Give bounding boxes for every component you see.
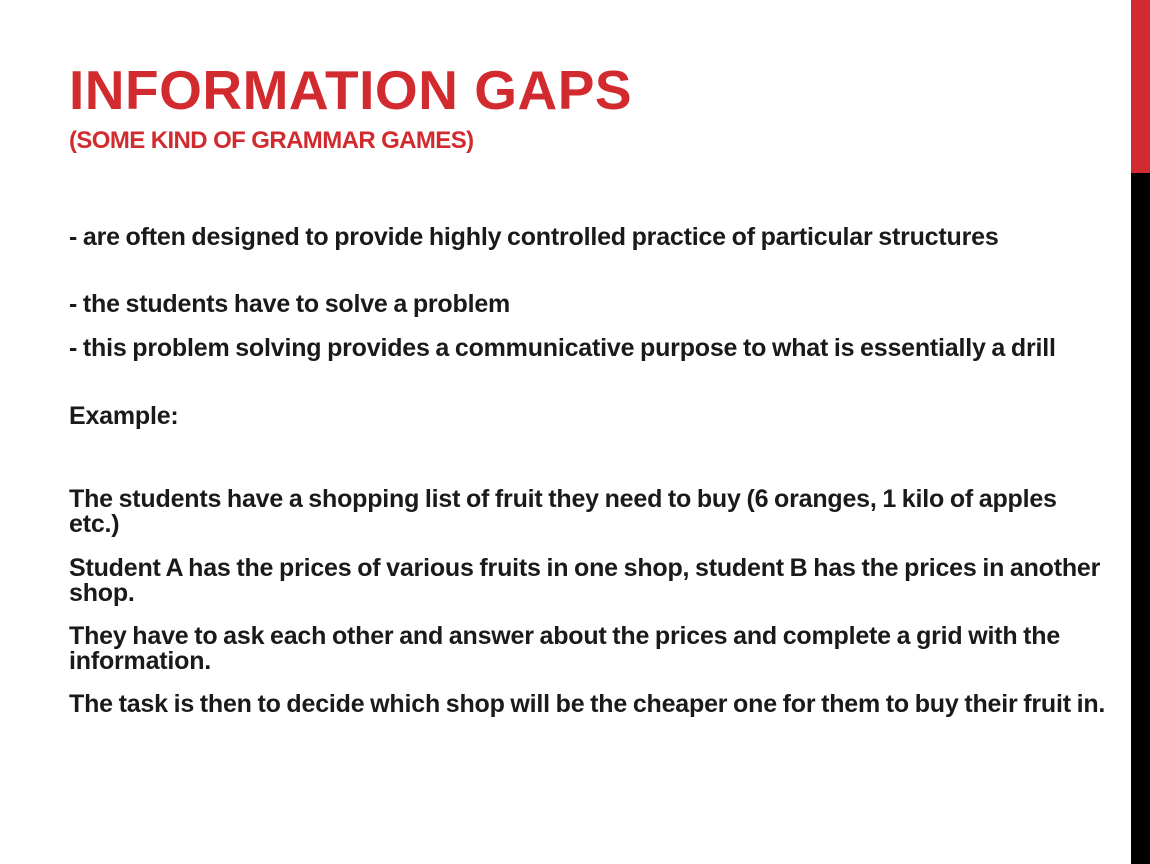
- body-paragraph-1: - are often designed to provide highly controlled practice of particular structures: [69, 223, 999, 251]
- example-label: Example:: [69, 402, 179, 430]
- side-bar-accent: [1131, 0, 1150, 173]
- body-paragraph-6: Student A has the prices of various fruits in one shop, student B has the prices in another shop.: [69, 554, 1101, 607]
- body-paragraph-3: - this problem solving provides a communicative purpose to what is essentially a drill: [69, 334, 1056, 362]
- slide-subtitle: (SOME KIND OF GRAMMAR GAMES): [69, 127, 474, 154]
- body-paragraph-2: - the students have to solve a problem: [69, 290, 511, 318]
- body-paragraph-8: The task is then to decide which shop will be the cheaper one for them to buy their fruit in.: [69, 690, 1106, 718]
- body-paragraph-7: They have to ask each other and answer about the prices and complete a grid with the information.: [69, 622, 1061, 675]
- slide-title: INFORMATION GAPS: [69, 59, 633, 121]
- side-bar: [1131, 0, 1150, 864]
- body-paragraph-5: The students have a shopping list of fruit they need to buy (6 oranges, 1 kilo of apples etc.): [69, 485, 1057, 538]
